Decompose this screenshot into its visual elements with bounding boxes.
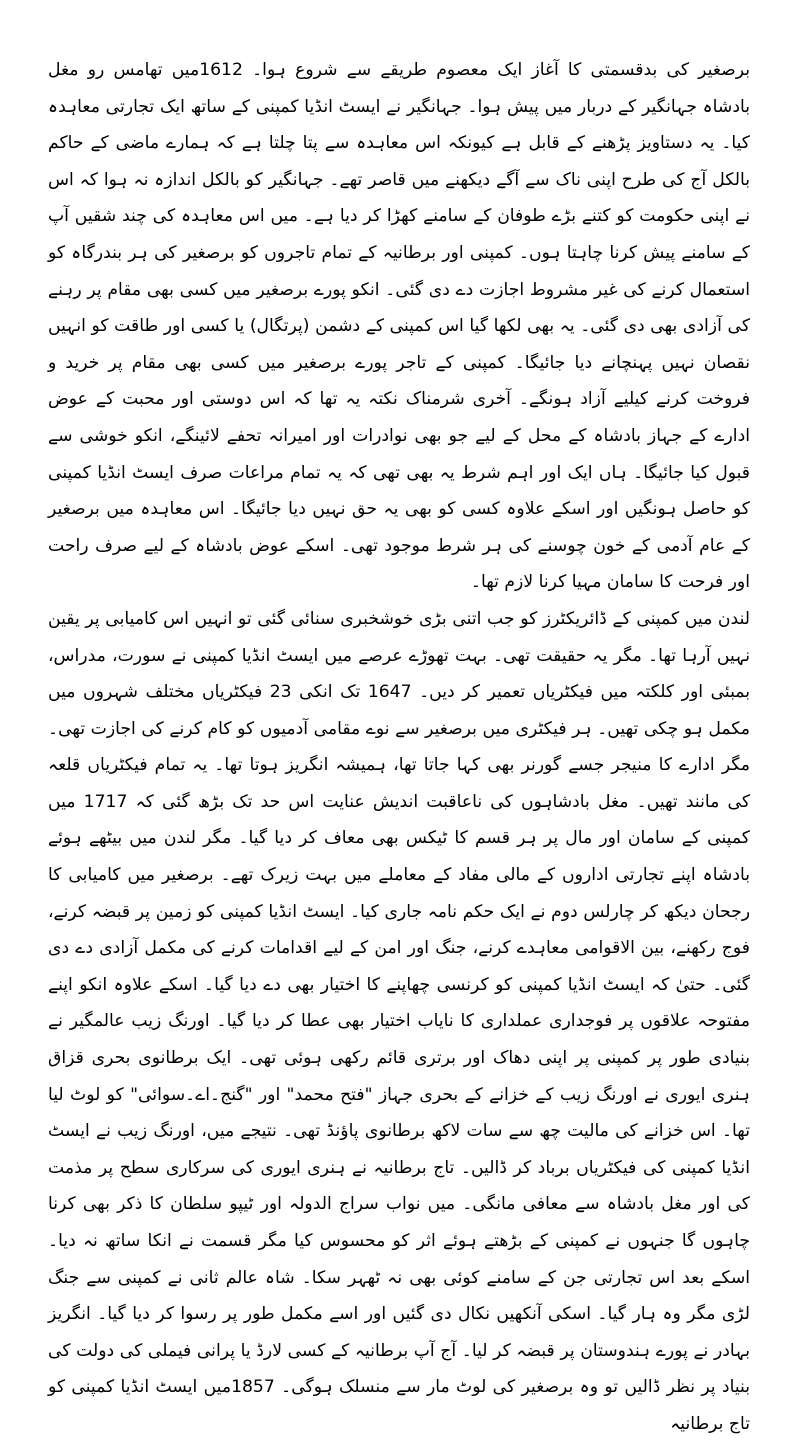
document-body bbox=[48, 52, 750, 1443]
paragraph-2: لندن میں کمپنی کے ڈائریکٹرز کو جب اتنی بڑی خوشخبری سنائی گئی تو انہیں اس کامیابی پر یقین نہیں آرہا تھا۔ مگر یہ حقیقت تھی۔ بہت تھوڑے عرصے میں ایسٹ انڈیا کمپنی نے سورت، مدراس، بمبئی اور کلکتہ میں فیکٹریاں تعمیر کر دیں۔ 1647 تک انکی 23 فیکٹریاں مختلف شہروں میں مکمل ہو چکی تھیں۔ ہر فیکٹری میں برصغیر سے نوے مقامی آدمیوں کو کام کرنے کی اجازت تھی۔ مگر ادارے کا منیجر جسے گورنر بھی کہا جاتا تھا، ہمیشہ انگریز ہوتا تھا۔ یہ تمام فیکٹریاں قلعہ کی مانند تھیں۔ مغل بادشاہوں کی ناعاقبت اندیش عنایت اس حد تک بڑھ گئی کہ 1717 میں کمپنی کے سامان اور مال پر ہر قسم کا ٹیکس بھی معاف کر دیا گیا۔ مگر لندن میں بیٹھے ہوئے بادشاہ اپنے تجارتی اداروں کے مالی مفاد کے معاملے میں بہت زیرک تھے۔ برصغیر میں کامیابی کا رجحان دیکھ کر چارلس دوم نے ایک حکم نامہ جاری کیا۔ ایسٹ انڈیا کمپنی کو زمین پر قبضہ کرنے، فوج رکھنے، بین الاقوامی معاہدے کرنے، جنگ اور امن کے لیے اقدامات کرنے کی مکمل آزادی دے دی گئی۔ حتیٰ کہ ایسٹ انڈیا کمپنی کو کرنسی چھاپنے کا اختیار بھی دے دیا گیا۔ اسکے علاوہ انکو اپنے مفتوحہ علاقوں پر فوجداری عملداری کا نایاب اختیار بھی عطا کر دیا گیا۔ اورنگ زیب عالمگیر نے بنیادی طور پر کمپنی پر اپنی دھاک اور برتری قائم رکھی ہوئی تھی۔ ایک برطانوی بحری قزاق ہنری ایوری نے اورنگ زیب کے خزانے کے بحری جہاز "فتح محمد" اور "گنج۔اے۔سوائی" کو لوٹ لیا تھا۔ اس خزانے کی مالیت چھ سے سات لاکھ برطانوی پاؤنڈ تھی۔ نتیجے میں، اورنگ زیب نے ایسٹ انڈیا کمپنی کی فیکٹریاں برباد کر ڈالیں۔ تاج برطانیہ نے ہنری ایوری کی سرکاری سطح پر مذمت کی اور مغل بادشاہ سے معافی مانگی۔ میں نواب سراج الدولہ اور ٹیپو سلطان کا ذکر بھی کرنا چاہوں گا جنہوں نے کمپنی کے بڑھتے ہوئے اثر کو محسوس کیا مگر قسمت نے انکا ساتھ نہ دیا۔ اسکے بعد اس تجارتی جن کے سامنے کوئی بھی نہ ٹھہر سکا۔ شاہ عالم ثانی نے کمپنی سے جنگ لڑی مگر وہ ہار گیا۔ اسکی آنکھیں نکال دی گئیں اور اسے مکمل طور پر رسوا کر دیا گیا۔ انگریز بہادر نے پورے ہندوستان پر قبضہ کر لیا۔ آج آپ برطانیہ کے کسی لارڈ یا پرانی فیملی کی دولت کی بنیاد پر نظر ڈالیں تو وہ برصغیر کی لوٹ مار سے منسلک ہوگی۔ 1857میں ایسٹ انڈیا کمپنی کو تاج برطانیہ bbox=[48, 608, 750, 1434]
paragraph-1: برصغیر کی بدقسمتی کا آغاز ایک معصوم طریقے سے شروع ہوا۔ 1612میں تھامس رو مغل بادشاہ جہانگیر کے دربار میں پیش ہوا۔ جہانگیر نے ایسٹ انڈیا کمپنی کے ساتھ ایک تجارتی معاہدہ کیا۔ یہ دستاویز پڑھنے کے قابل ہے کیونکہ اس معاہدہ سے پتا چلتا ہے کہ ہمارے ماضی کے حاکم بالکل آج کی طرح اپنی ناک سے آگے دیکھنے میں قاصر تھے۔ جہانگیر کو بالکل اندازہ نہ ہوا کہ اس نے اپنی حکومت کو کتنے بڑے طوفان کے سامنے کھڑا کر دیا ہے۔ میں اس معاہدہ کی چند شقیں آپ کے سامنے پیش کرنا چاہتا ہوں۔ کمپنی اور برطانیہ کے تمام تاجروں کو برصغیر کی ہر بندرگاہ کو استعمال کرنے کی غیر مشروط اجازت دے دی گئی۔ انکو پورے برصغیر میں کسی بھی مقام پر رہنے کی آزادی بھی دی گئی۔ یہ بھی لکھا گیا اس کمپنی کے دشمن (پرتگال) یا کسی اور طاقت کو انہیں نقصان نہیں پہنچانے دیا جائیگا۔ کمپنی کے تاجر پورے برصغیر میں کسی بھی مقام پر خرید و فروخت کرنے کیلیے آزاد ہونگے۔ آخری شرمناک نکتہ یہ تھا کہ اس دوستی اور محبت کے عوض ادارے کے جہاز بادشاہ کے محل کے لیے جو بھی نوادرات اور امیرانہ تحفے لائینگے، انکو خوشی سے قبول کیا جائیگا۔ ہاں ایک اور اہم شرط یہ بھی تھی کہ یہ تمام مراعات صرف ایسٹ انڈیا کمپنی کو حاصل ہونگیں اور اسکے علاوہ کسی کو بھی یہ حق نہیں دیا جائیگا۔ اس معاہدہ میں برصغیر کے عام آدمی کے خون چوسنے کی ہر شرط موجود تھی۔ اسکے عوض بادشاہ کے لیے صرف راحت اور فرحت کا سامان مہیا کرنا لازم تھا۔ bbox=[48, 60, 750, 593]
document-page bbox=[48, 52, 750, 1434]
